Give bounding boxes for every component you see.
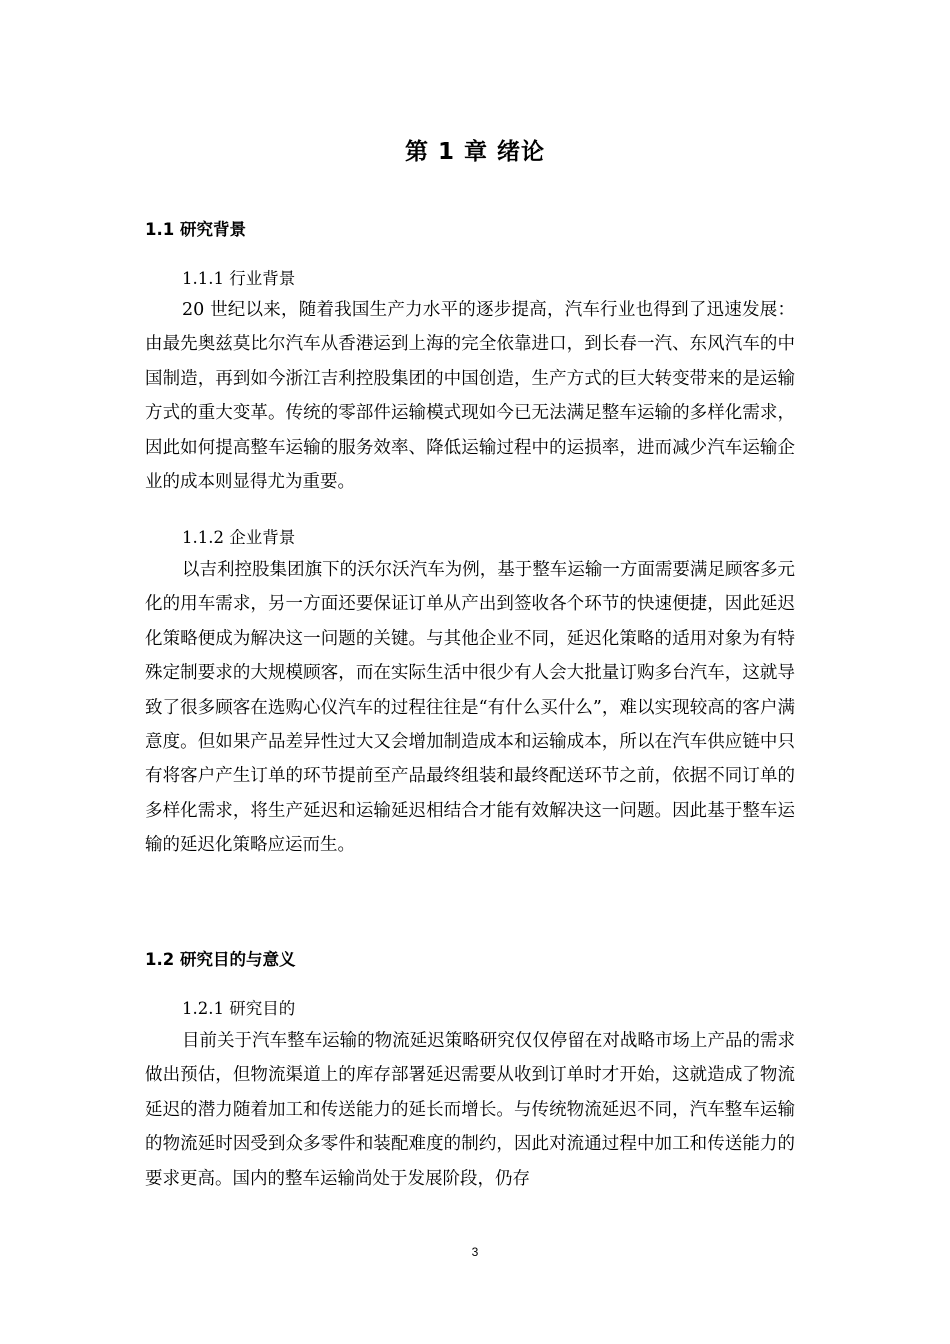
subsection-heading-1-1-2: 1.1.2 企业背景	[182, 528, 296, 547]
section-heading-1-1: 1.1 研究背景	[145, 220, 246, 239]
page-number: 3	[471, 1245, 479, 1259]
chapter-title: 第 1 章 绪论	[404, 139, 546, 165]
paragraph-research-purpose: 目前关于汽车整车运输的物流延迟策略研究仅仅停留在对战略市场上产品的需求做出预估，但物流渠道上的库存部署延迟需要从收到订单时才开始，这就造成了物流延迟的潜力随着加工和传送能力的延长而增长。与传统物流延迟不同，汽车整车运输的物流延时因受到众多零件和装配难度的制约，因此对流通过程中加工和传送能力的要求更高。国内的整车运输尚处于发展阶段，仍存	[145, 1031, 795, 1189]
subsection-heading-1-2-1: 1.2.1 研究目的	[182, 999, 296, 1018]
section-heading-1-2: 1.2 研究目的与意义	[145, 950, 296, 969]
paragraph-industry-background: 20 世纪以来，随着我国生产力水平的逐步提高，汽车行业也得到了迅速发展：由最先奥兹莫比尔汽车从香港运到上海的完全依靠进口，到长春一汽、东风汽车的中国制造，再到如今浙江吉利控股集团的中国创造，生产方式的巨大转变带来的是运输方式的重大变革。传统的零部件运输模式现如今已无法满足整车运输的多样化需求，因此如何提高整车运输的服务效率、降低运输过程中的运损率，进而减少汽车运输企业的成本则显得尤为重要。	[145, 300, 795, 493]
paragraph-company-background: 以吉利控股集团旗下的沃尔沃汽车为例，基于整车运输一方面需要满足顾客多元化的用车需求，另一方面还要保证订单从产出到签收各个环节的快速便捷，因此延迟化策略便成为解决这一问题的关键。与其他企业不同，延迟化策略的适用对象为有特殊定制要求的大规模顾客，而在实际生活中很少有人会大批量订购多台汽车，这就导致了很多顾客在选购心仪汽车的过程往往是“有什么买什么”，难以实现较高的客户满意度。但如果产品差异性过大又会增加制造成本和运输成本，所以在汽车供应链中只有将客户产生订单的环节提前至产品最终组装和最终配送环节之前，依据不同订单的多样化需求，将生产延迟和运输延迟相结合才能有效解决这一问题。因此基于整车运输的延迟化策略应运而生。	[145, 560, 795, 856]
subsection-heading-1-1-1: 1.1.1 行业背景	[182, 269, 296, 288]
